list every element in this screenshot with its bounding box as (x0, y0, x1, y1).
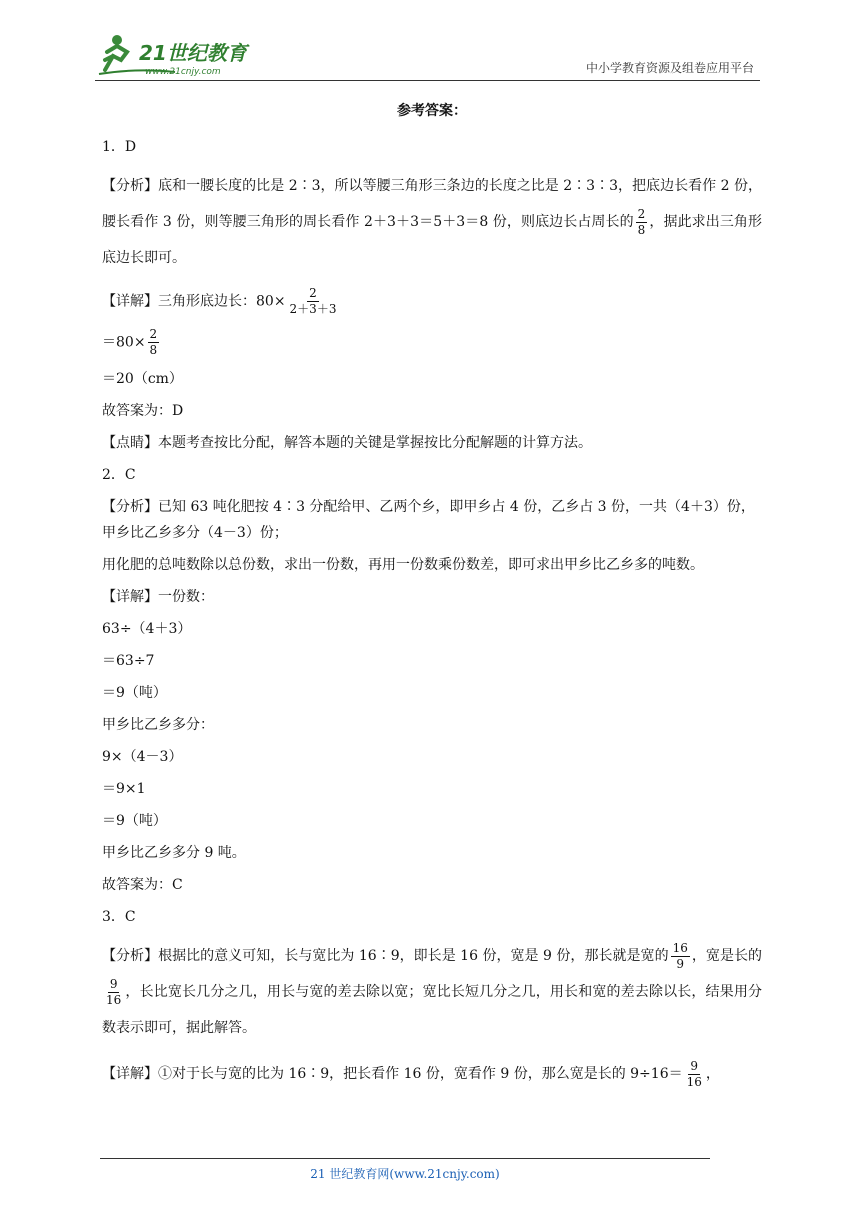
footer-link[interactable]: 21 世纪教育网(www.21cnjy.com) (310, 1167, 500, 1181)
fraction-denominator: 16 (106, 992, 122, 1007)
q3-detail-comma: ， (705, 1066, 720, 1082)
svg-text:www.21cnjy.com: www.21cnjy.com (145, 67, 221, 77)
q2-step-4: 甲乡比乙乡多分： (102, 717, 214, 733)
q3-fraction-1 (671, 941, 690, 972)
q1-fraction-1 (636, 207, 648, 238)
q1-fraction-2 (288, 286, 339, 317)
fraction-denominator: 8 (149, 343, 158, 357)
fraction-numerator: 16 (672, 940, 688, 955)
q1-analysis-text-b: ，据此求出三角形底边长即可。 (102, 214, 762, 266)
fraction-numerator: 2 (637, 206, 646, 221)
q2-step-3: ＝9（吨） (102, 685, 167, 701)
q2-analysis-line-1: 【分析】已知 63 吨化肥按 4∶3 分配给甲、乙两个乡，即甲乡占 4 份，乙乡占 3 份，一共（4＋3）份， (102, 499, 755, 515)
q2-step-2: ＝63÷7 (102, 653, 155, 669)
q1-answer: 故答案为：D (102, 403, 184, 419)
q3-detail (102, 1056, 762, 1092)
q2-answer: 故答案为：C (102, 877, 183, 893)
q1-detail-text: 【详解】三角形底边长：80× (102, 293, 286, 310)
q3-fraction-3 (685, 1059, 704, 1090)
fraction-denominator: 9 (676, 956, 685, 971)
q1-step-2: ＝20（cm） (102, 371, 183, 387)
fraction-denominator: 8 (637, 222, 646, 237)
q2-step-1: 63÷（4＋3） (102, 621, 192, 637)
q1-comment: 【点睛】本题考查按比分配，解答本题的关键是掌握按比分配解题的计算方法。 (102, 435, 592, 451)
q3-fraction-2 (104, 977, 123, 1008)
page-header (95, 30, 760, 81)
fraction-numerator: 2 (149, 327, 158, 341)
q1-step-1-text: ＝80× (102, 334, 146, 351)
page-footer (100, 1158, 710, 1182)
svg-text:21世纪教育: 21世纪教育 (139, 41, 247, 65)
q1-step-1 (102, 327, 762, 358)
answer-content (102, 96, 762, 1102)
q2-analysis-line-2: 甲乡比乙乡多分（4－3）份； (102, 525, 288, 541)
q3-label: 3．C (102, 909, 136, 925)
q1-detail (102, 286, 762, 317)
q2-analysis-line-3: 用化肥的总吨数除以总份数，求出一份数，再用一份数乘份数差，即可求出甲乡比乙乡多的吨数。 (102, 557, 704, 573)
q2-step-5: 9×（4－3） (102, 749, 183, 765)
q2-label: 2．C (102, 467, 136, 483)
q3-analysis-text-b: ，宽是长的 (691, 948, 763, 964)
q1-fraction-3 (148, 327, 160, 358)
fraction-numerator: 9 (690, 1058, 699, 1073)
fraction-numerator: 9 (109, 976, 118, 991)
q2-step-8: 甲乡比乙乡多分 9 吨。 (102, 845, 246, 861)
q2-detail: 【详解】一份数： (102, 589, 214, 605)
page-title: 参考答案： (397, 103, 467, 119)
q3-analysis-text-a: 【分析】根据比的意义可知，长与宽比为 16∶9，即长是 16 份，宽是 9 份，那长就是宽的 (102, 948, 669, 964)
platform-name: 中小学教育资源及组卷应用平台 (585, 61, 754, 75)
q2-step-6: ＝9×1 (102, 781, 146, 797)
q3-analysis-text-c: ，长比宽长几分之几，用长与宽的差去除以宽；宽比长短几分之几，用长和宽的差去除以长，结果用分数表示即可，据此解答。 (102, 984, 762, 1036)
q1-analysis-text-a: 【分析】底和一腰长度的比是 2∶3，所以等腰三角形三条边的长度之比是 2∶3∶3，把底边长看作 2 份，腰长看作 3 份，则等腰三角形的周长看作 2＋3＋3＝5＋3＝8 份，则底边长占周长的 (102, 178, 762, 230)
fraction-denominator: 2＋3＋3 (289, 302, 337, 316)
q1-analysis (102, 168, 762, 276)
q1-label: 1．D (102, 139, 137, 155)
q3-detail-text: 【详解】①对于长与宽的比为 16∶9，把长看作 16 份，宽看作 9 份，那么宽是长的 9÷16＝ (102, 1066, 683, 1082)
fraction-numerator: 2 (309, 286, 317, 300)
q3-analysis (102, 938, 762, 1046)
runner-logo-icon (95, 30, 265, 78)
fraction-denominator: 16 (686, 1074, 702, 1089)
q2-step-7: ＝9（吨） (102, 813, 167, 829)
site-logo (95, 30, 265, 78)
